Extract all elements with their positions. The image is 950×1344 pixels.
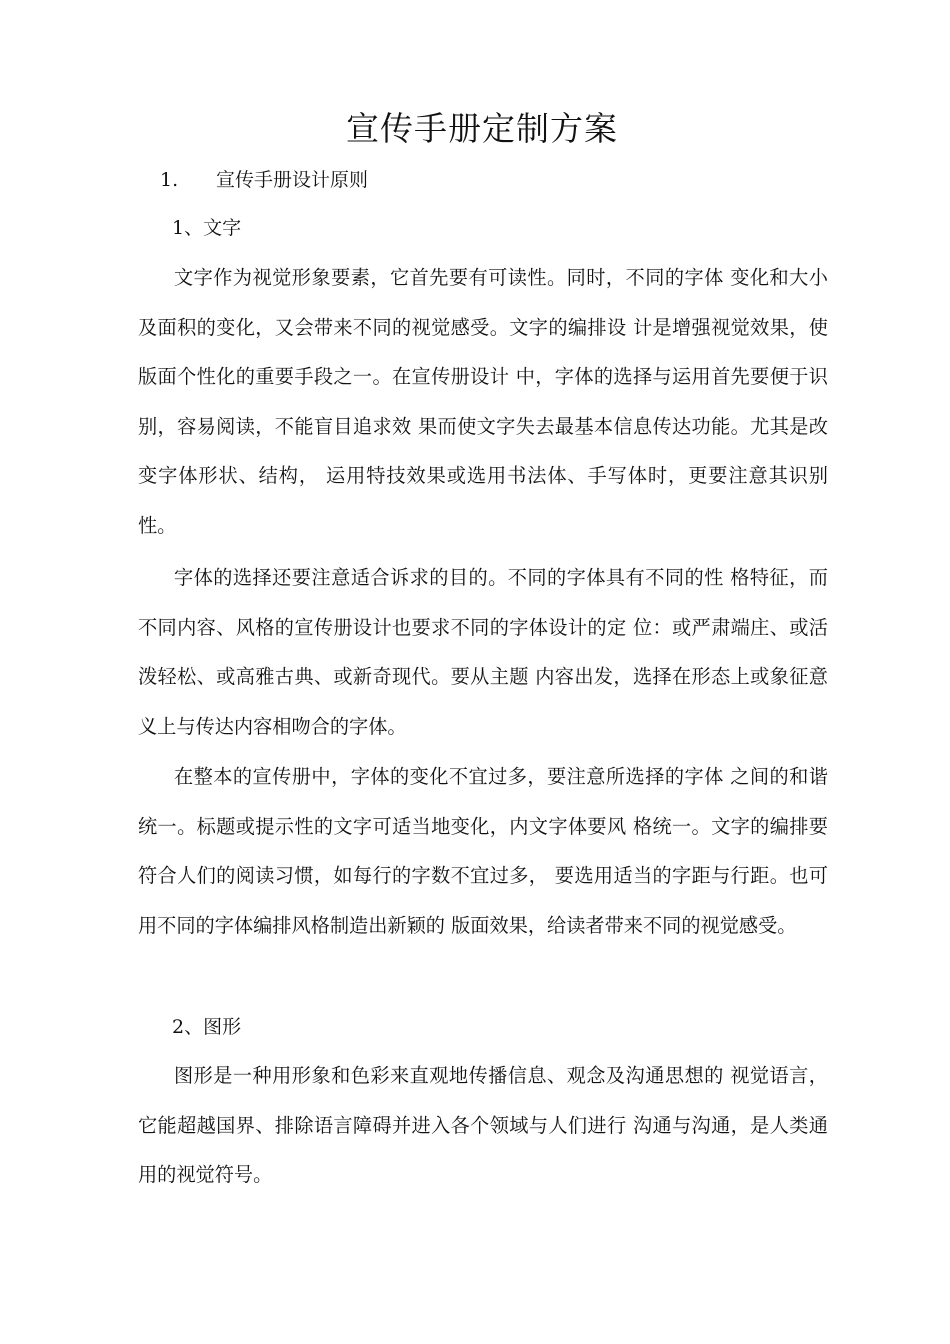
subsection-heading-text-style: 1、文字 xyxy=(172,217,242,239)
document-title: 宣传手册定制方案 xyxy=(346,109,618,148)
paragraph: 字体的选择还要注意适合诉求的目的。不同的字体具有不同的性 格特征，而不同内容、风格的宣传册设计也要求不同的字体设计的定 位：或严肃端庄、或活泼轻松、或高雅古典、或新奇现代。要从主题 内容出发，选择在形态上或象征意义上与传达内容相吻合的字体。 xyxy=(138,566,828,738)
section-heading xyxy=(160,165,368,195)
section-heading-text: 宣传手册设计原则 xyxy=(216,169,369,191)
section-number: 1. xyxy=(160,169,179,191)
paragraph: 图形是一种用形象和色彩来直观地传播信息、观念及沟通思想的 视觉语言，它能超越国界、排除语言障碍并进入各个领域与人们进行 沟通与沟通，是人类通用的视觉符号。 xyxy=(138,1064,828,1187)
paragraph: 文字作为视觉形象要素，它首先要有可读性。同时，不同的字体 变化和大小及面积的变化，又会带来不同的视觉感受。文字的编排设 计是增强视觉效果，使版面个性化的重要手段之一。在宣传册设计 中，字体的选择与运用首先要便于识别，容易阅读，不能盲目追求效 果而使文字失去最基本信息传达功能。尤其是改变字体形状、结构， 运用特技效果或选用书法体、手写体时，更要注意其识别性。 xyxy=(138,266,828,537)
subsection-heading-graphics: 2、图形 xyxy=(172,1016,242,1038)
paragraph: 在整本的宣传册中，字体的变化不宜过多，要注意所选择的字体 之间的和谐统一。标题或提示性的文字可适当地变化，内文字体要风 格统一。文字的编排要符合人们的阅读习惯，如每行的字数不宜过多， 要选用适当的字距与行距。也可用不同的字体编排风格制造出新颖的 版面效果，给读者带来不同的视觉感受。 xyxy=(138,765,828,937)
